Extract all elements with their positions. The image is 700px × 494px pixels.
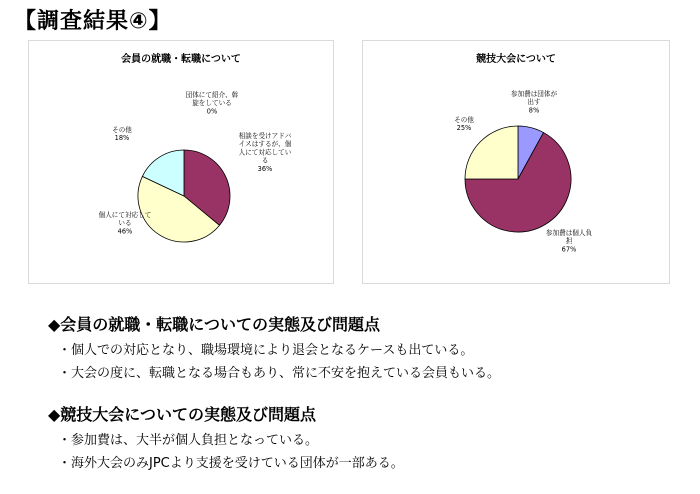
bullet-item: ・参加費は、大半が個人負担となっている。 bbox=[58, 433, 319, 448]
slice-label: その他 18% bbox=[112, 126, 132, 143]
chart-competition bbox=[362, 40, 670, 284]
pie-chart-competition bbox=[363, 41, 669, 283]
bullet-item: ・個人での対応となり、職場環境により退会となるケースも出ている。 bbox=[58, 343, 474, 358]
page-title: 【調査結果④】 bbox=[14, 9, 172, 34]
slice-label: 個人にて対応している 46% bbox=[98, 211, 152, 236]
slice-label: その他 25% bbox=[454, 116, 474, 133]
section-competition bbox=[48, 402, 404, 471]
section-employment bbox=[48, 312, 500, 381]
pie-chart-employment bbox=[29, 41, 333, 283]
chart-title: 会員の就職・転職について bbox=[121, 54, 241, 65]
chart-employment bbox=[28, 40, 334, 284]
section-heading: ◆競技大会についての実態及び問題点 bbox=[48, 405, 316, 424]
chart-title: 競技大会について bbox=[476, 54, 556, 65]
slice-label: 団体にて紹介、斡旋をしている 0% bbox=[185, 91, 239, 116]
bullet-item: ・大会の度に、転職となる場合もあり、常に不安を抱えている会員もいる。 bbox=[58, 366, 501, 381]
slice-label: 参加費は個人負担 67% bbox=[545, 229, 593, 254]
section-heading: ◆会員の就職・転職についての実態及び問題点 bbox=[48, 315, 380, 334]
slice-label: 相談を受けアドバイスはするが、個人にて対応している 36% bbox=[238, 132, 292, 173]
slice-label: 参加費は団体が出す 8% bbox=[510, 90, 558, 115]
bullet-item: ・海外大会のみJPCより支援を受けている団体が一部ある。 bbox=[58, 456, 404, 471]
pie-slice bbox=[465, 126, 518, 179]
